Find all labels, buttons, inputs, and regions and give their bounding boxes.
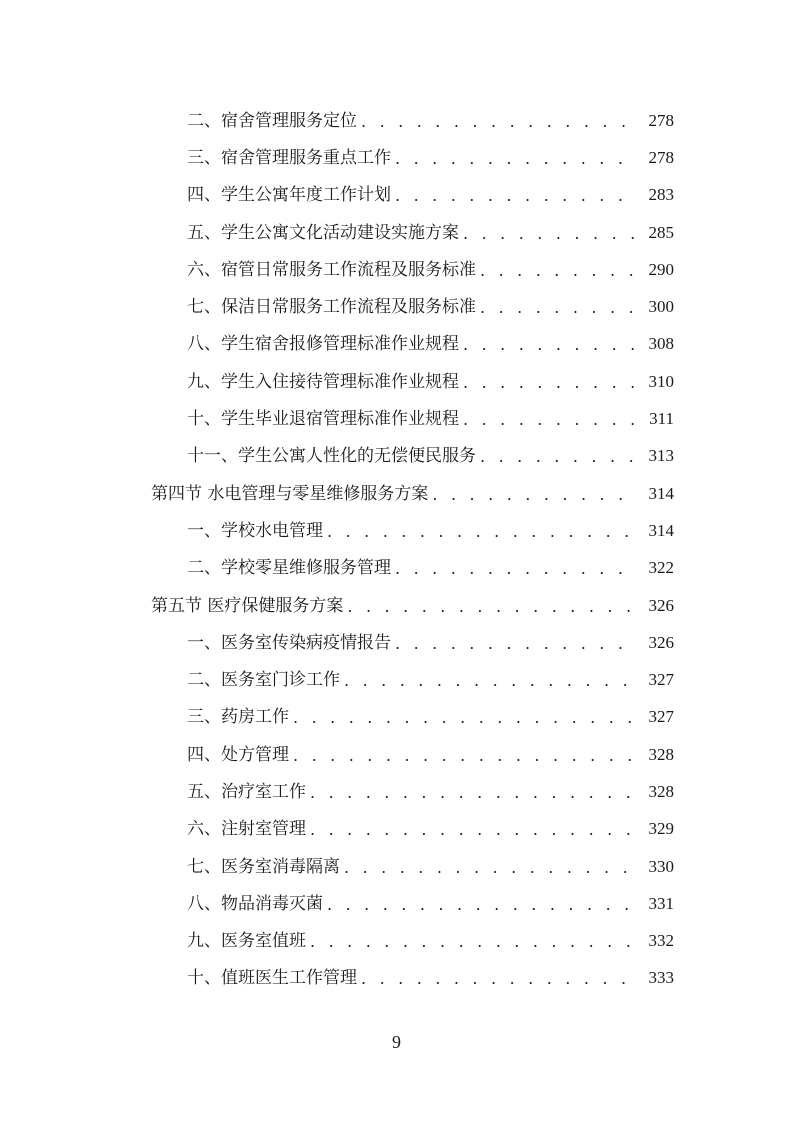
toc-entry[interactable] — [0, 102, 793, 139]
toc-entry-page: 328 — [636, 781, 674, 803]
toc-dot-leader — [395, 633, 636, 655]
toc-dot-leader — [310, 931, 636, 953]
toc-entry-page: 329 — [636, 818, 674, 840]
toc-entry[interactable] — [0, 960, 793, 997]
toc-entry[interactable] — [0, 251, 793, 288]
toc-dot-leader — [344, 857, 636, 879]
toc-entry-page: 314 — [636, 520, 674, 542]
toc-entry-title: 十一、学生公寓人性化的无偿便民服务 — [187, 445, 480, 467]
toc-entry[interactable] — [0, 400, 793, 437]
toc-entry-title: 七、医务室消毒隔离 — [187, 856, 344, 878]
toc-entry[interactable] — [0, 923, 793, 960]
toc-dot-leader — [310, 819, 636, 841]
toc-entry-title: 二、宿舍管理服务定位 — [187, 110, 361, 132]
toc-entry-page: 308 — [636, 333, 674, 355]
toc-entry-page: 300 — [636, 296, 674, 318]
toc-entry-page: 331 — [636, 893, 674, 915]
toc-dot-leader — [432, 484, 636, 506]
toc-entry[interactable] — [0, 885, 793, 922]
toc-dot-leader — [327, 894, 636, 916]
toc-entry-page: 313 — [636, 445, 674, 467]
toc-entry[interactable] — [0, 699, 793, 736]
toc-entry-title: 一、医务室传染病疫情报告 — [187, 632, 395, 654]
toc-entry-page: 333 — [636, 967, 674, 989]
page-number: 9 — [392, 1032, 401, 1052]
toc-entry-page: 322 — [636, 557, 674, 579]
toc-entry-page: 330 — [636, 856, 674, 878]
toc-entry-page: 326 — [636, 632, 674, 654]
toc-entry-title: 五、学生公寓文化活动建设实施方案 — [187, 222, 463, 244]
toc-entry[interactable] — [0, 177, 793, 214]
toc-entry-title: 一、学校水电管理 — [187, 520, 327, 542]
toc-entry[interactable] — [0, 288, 793, 325]
toc-entry-page: 285 — [636, 222, 674, 244]
toc-entry[interactable] — [0, 326, 793, 363]
toc-entry-page: 314 — [636, 483, 674, 505]
toc-entry-page: 327 — [636, 669, 674, 691]
toc-entry[interactable] — [0, 773, 793, 810]
toc-dot-leader — [293, 745, 636, 767]
toc-entry-page: 326 — [636, 595, 674, 617]
toc-dot-leader — [293, 707, 636, 729]
toc-section-entry[interactable] — [0, 475, 793, 512]
toc-dot-leader — [463, 223, 636, 245]
toc-entry-title: 十、学生毕业退宿管理标准作业规程 — [187, 408, 463, 430]
toc-dot-leader — [395, 558, 636, 580]
toc-entry-title: 六、注射室管理 — [187, 818, 310, 840]
toc-entry-title: 八、物品消毒灭菌 — [187, 893, 327, 915]
toc-entry[interactable] — [0, 139, 793, 176]
toc-dot-leader — [310, 782, 636, 804]
toc-dot-leader — [361, 111, 636, 133]
table-of-contents — [0, 102, 793, 997]
toc-dot-leader — [463, 409, 636, 431]
toc-entry[interactable] — [0, 214, 793, 251]
toc-entry[interactable] — [0, 848, 793, 885]
toc-entry[interactable] — [0, 550, 793, 587]
toc-dot-leader — [344, 670, 636, 692]
toc-entry[interactable] — [0, 363, 793, 400]
toc-dot-leader — [463, 372, 636, 394]
toc-entry-title: 二、医务室门诊工作 — [187, 669, 344, 691]
toc-entry-title: 二、学校零星维修服务管理 — [187, 557, 395, 579]
toc-entry-title: 九、学生入住接待管理标准作业规程 — [187, 371, 463, 393]
toc-entry[interactable] — [0, 438, 793, 475]
toc-entry-title: 七、保洁日常服务工作流程及服务标准 — [187, 296, 480, 318]
toc-entry-title: 四、学生公寓年度工作计划 — [187, 184, 395, 206]
toc-entry-title: 九、医务室值班 — [187, 930, 310, 952]
toc-dot-leader — [395, 185, 636, 207]
toc-dot-leader — [463, 334, 636, 356]
toc-entry-page: 310 — [636, 371, 674, 393]
toc-dot-leader — [395, 148, 636, 170]
toc-entry-title: 八、学生宿舍报修管理标准作业规程 — [187, 333, 463, 355]
toc-entry[interactable] — [0, 736, 793, 773]
toc-entry-title: 第五节 医疗保健服务方案 — [151, 595, 347, 617]
toc-entry-title: 十、值班医生工作管理 — [187, 967, 361, 989]
toc-section-entry[interactable] — [0, 587, 793, 624]
toc-entry-title: 三、药房工作 — [187, 706, 293, 728]
toc-dot-leader — [480, 446, 636, 468]
toc-entry-page: 278 — [636, 110, 674, 132]
toc-entry-page: 283 — [636, 184, 674, 206]
toc-entry-page: 328 — [636, 744, 674, 766]
toc-dot-leader — [327, 521, 636, 543]
toc-dot-leader — [347, 596, 636, 618]
toc-entry-page: 311 — [636, 408, 674, 430]
toc-entry-page: 327 — [636, 706, 674, 728]
toc-entry[interactable] — [0, 661, 793, 698]
toc-dot-leader — [480, 297, 636, 319]
toc-entry-page: 332 — [636, 930, 674, 952]
toc-entry[interactable] — [0, 811, 793, 848]
toc-entry[interactable] — [0, 624, 793, 661]
toc-entry-title: 第四节 水电管理与零星维修服务方案 — [151, 483, 432, 505]
toc-dot-leader — [480, 260, 636, 282]
toc-entry-title: 四、处方管理 — [187, 744, 293, 766]
toc-entry-title: 六、宿管日常服务工作流程及服务标准 — [187, 259, 480, 281]
toc-dot-leader — [361, 968, 636, 990]
toc-entry-title: 五、治疗室工作 — [187, 781, 310, 803]
toc-entry-page: 278 — [636, 147, 674, 169]
toc-entry-title: 三、宿舍管理服务重点工作 — [187, 147, 395, 169]
toc-entry-page: 290 — [636, 259, 674, 281]
toc-entry[interactable] — [0, 512, 793, 549]
